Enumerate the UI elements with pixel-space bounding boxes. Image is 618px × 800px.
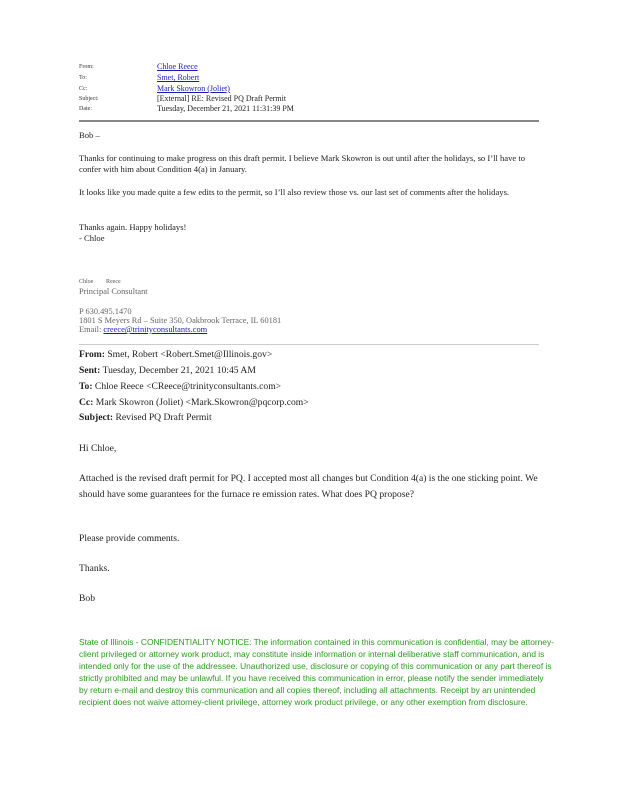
fwd-from-value: Smet, Robert <Robert.Smet@Illinois.gov> bbox=[107, 349, 273, 360]
fwd-sent-row bbox=[79, 363, 256, 379]
fwd-from-label: From: bbox=[79, 349, 105, 360]
fwd-sent-label: Sent: bbox=[79, 365, 101, 376]
confidentiality-notice: State of Illinois - CONFIDENTIALITY NOTICE: The information contained in this communication is confidential, may be attorney-client privileged or attorney work product, may constitute inside information or internal deliberative staff communication, and is intended only for the use of the addressee. Unauthorized use, disclosure or copying of this communication or any part thereof is strictly prohibited and may be unlawful. If you have received this communication in error, please notify the sender immediately by return e-mail and destroy this communication and all copies thereof, including all attachments. Receipt by an unintended recipient does not waive attorney-client privilege, attorney work product privilege, or any other exemption from disclosure. bbox=[79, 637, 554, 707]
reply-signoff: - Chloe bbox=[79, 233, 105, 243]
signature-last-name: Reece bbox=[106, 279, 121, 285]
from-value-link[interactable]: Chloe Reece bbox=[157, 62, 198, 71]
fwd-to-row bbox=[79, 379, 281, 395]
cc-value-link[interactable]: Mark Skowron (Joliet) bbox=[157, 84, 230, 93]
fwd-cc-row bbox=[79, 395, 309, 411]
fwd-greeting: Hi Chloe, bbox=[79, 443, 117, 454]
date-value: Tuesday, December 21, 2021 11:31:39 PM bbox=[157, 104, 294, 113]
header-divider bbox=[79, 120, 539, 122]
cc-label: Cc: bbox=[79, 86, 88, 92]
fwd-paragraph-2: Please provide comments. bbox=[79, 533, 180, 544]
subject-label: Subject: bbox=[79, 96, 99, 102]
signature-title: Principal Consultant bbox=[79, 287, 148, 296]
fwd-cc-value: Mark Skowron (Joliet) <Mark.Skowron@pqcorp.com> bbox=[95, 397, 309, 408]
signature-address: 1801 S Meyers Rd – Suite 350, Oakbrook Terrace, IL 60181 bbox=[79, 316, 282, 325]
date-label: Date: bbox=[79, 106, 92, 112]
fwd-subject-label: Subject: bbox=[79, 412, 114, 423]
reply-paragraph-2: It looks like you made quite a few edits to the permit, so I’ll also review those vs. our last set of comments after the holidays. bbox=[79, 187, 510, 197]
reply-paragraph-1: Thanks for continuing to make progress on this draft permit. I believe Mark Skowron is out until after the holidays, so I’ll have to confer with him about Condition 4(a) in January. bbox=[79, 153, 526, 174]
fwd-subject-value: Revised PQ Draft Permit bbox=[115, 412, 212, 423]
fwd-cc-label: Cc: bbox=[79, 397, 94, 408]
fwd-to-value: Chloe Reece <CReece@trinityconsultants.com> bbox=[94, 381, 282, 392]
signature-phone: P 630.495.1470 bbox=[79, 307, 132, 316]
signature-email-row bbox=[79, 325, 207, 334]
reply-thanks: Thanks again. Happy holidays! bbox=[79, 222, 187, 232]
subject-value: [External] RE: Revised PQ Draft Permit bbox=[157, 94, 287, 103]
signature-email-label: Email: bbox=[79, 325, 102, 334]
fwd-to-label: To: bbox=[79, 381, 93, 392]
fwd-sent-value: Tuesday, December 21, 2021 10:45 AM bbox=[102, 365, 256, 376]
signature-first-name: Chloe bbox=[79, 279, 94, 285]
fwd-thanks: Thanks. bbox=[79, 563, 110, 574]
fwd-subject-row bbox=[79, 410, 212, 426]
signature-email-link[interactable]: creece@trinityconsultants.com bbox=[103, 325, 208, 334]
fwd-from-row bbox=[79, 347, 272, 363]
to-label: To: bbox=[79, 75, 87, 81]
reply-greeting: Bob – bbox=[79, 130, 100, 140]
fwd-paragraph-1: Attached is the revised draft permit for PQ. I accepted most all changes but Condition 4(a) is the one sticking point. We should have some guarantees for the furnace re emission rates. What does PQ propose? bbox=[79, 473, 538, 500]
to-value-link[interactable]: Smet, Robert bbox=[157, 73, 200, 82]
from-label: From: bbox=[79, 64, 94, 70]
fwd-signoff: Bob bbox=[79, 593, 95, 604]
forward-divider bbox=[79, 344, 539, 345]
